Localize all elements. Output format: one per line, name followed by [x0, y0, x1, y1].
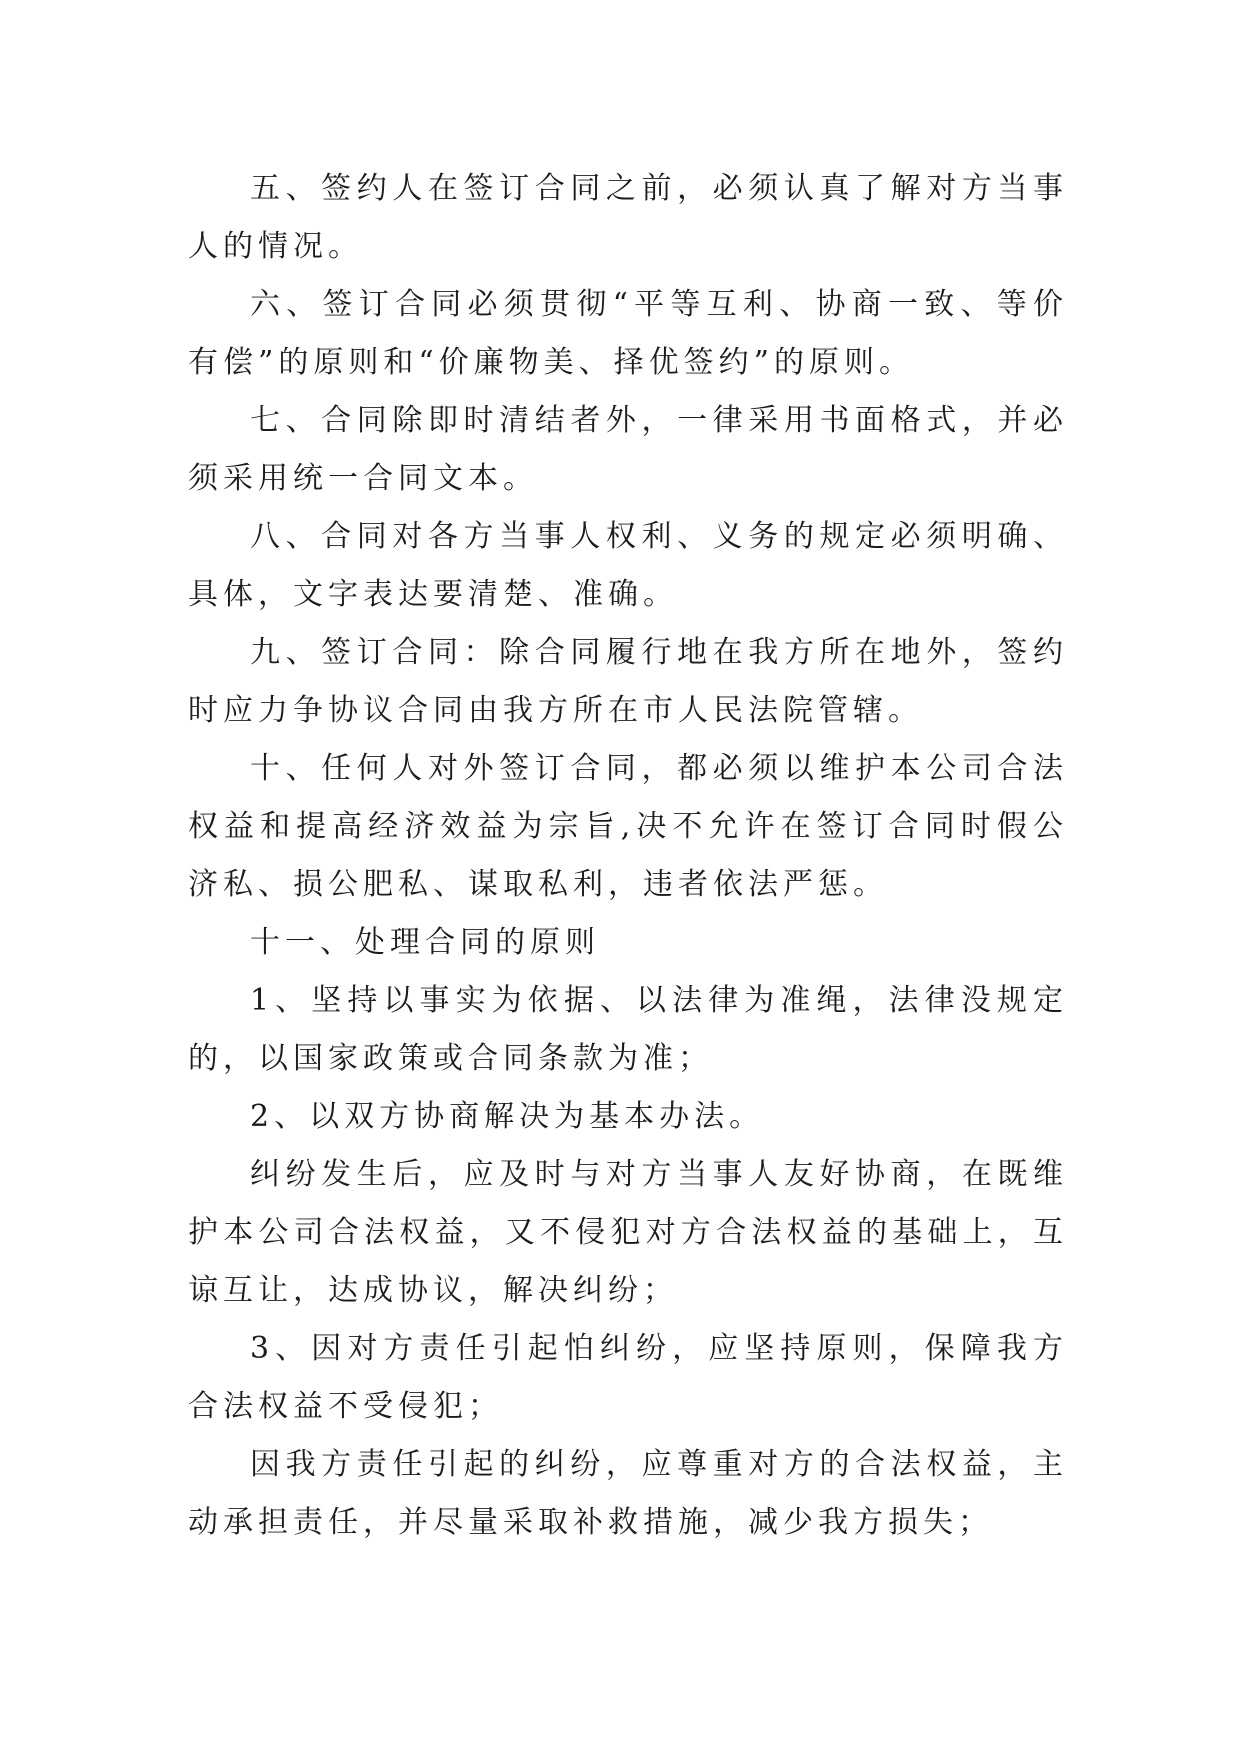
paragraph-6: 六、签订合同必须贯彻“平等互利、协商一致、等价有偿”的原则和“价廉物美、择优签约”的原则。	[188, 287, 1068, 380]
paragraph-8: 八、合同对各方当事人权利、义务的规定必须明确、具体，文字表达要清楚、准确。	[188, 519, 1068, 612]
paragraph-10: 十、任何人对外签订合同，都必须以维护本公司合法权益和提高经济效益为宗旨,决不允许在签订合同时假公济私、损公肥私、谋取私利，违者依法严惩。	[188, 751, 1068, 902]
paragraph-5: 五、签约人在签订合同之前，必须认真了解对方当事人的情况。	[188, 171, 1068, 264]
paragraph-9: 九、签订合同：除合同履行地在我方所在地外，签约时应力争协议合同由我方所在市人民法院管辖。	[188, 635, 1068, 728]
principle-item-3-detail: 因我方责任引起的纠纷，应尊重对方的合法权益，主动承担责任，并尽量采取补救措施，减少我方损失；	[188, 1447, 1068, 1540]
principle-item-2-detail: 纠纷发生后，应及时与对方当事人友好协商，在既维护本公司合法权益，又不侵犯对方合法权益的基础上，互谅互让，达成协议，解决纠纷；	[188, 1157, 1068, 1308]
paragraph-7: 七、合同除即时清结者外，一律采用书面格式，并必须采用统一合同文本。	[188, 403, 1068, 496]
principle-item-3: 3、因对方责任引起怕纠纷，应坚持原则，保障我方合法权益不受侵犯；	[188, 1331, 1068, 1424]
document-body	[188, 160, 1068, 1552]
principle-item-2: 2、以双方协商解决为基本办法。	[250, 1099, 765, 1134]
section-heading-11: 十一、处理合同的原则	[250, 925, 600, 960]
principle-item-1: 1、坚持以事实为依据、以法律为准绳，法律没规定的，以国家政策或合同条款为准；	[188, 983, 1068, 1076]
